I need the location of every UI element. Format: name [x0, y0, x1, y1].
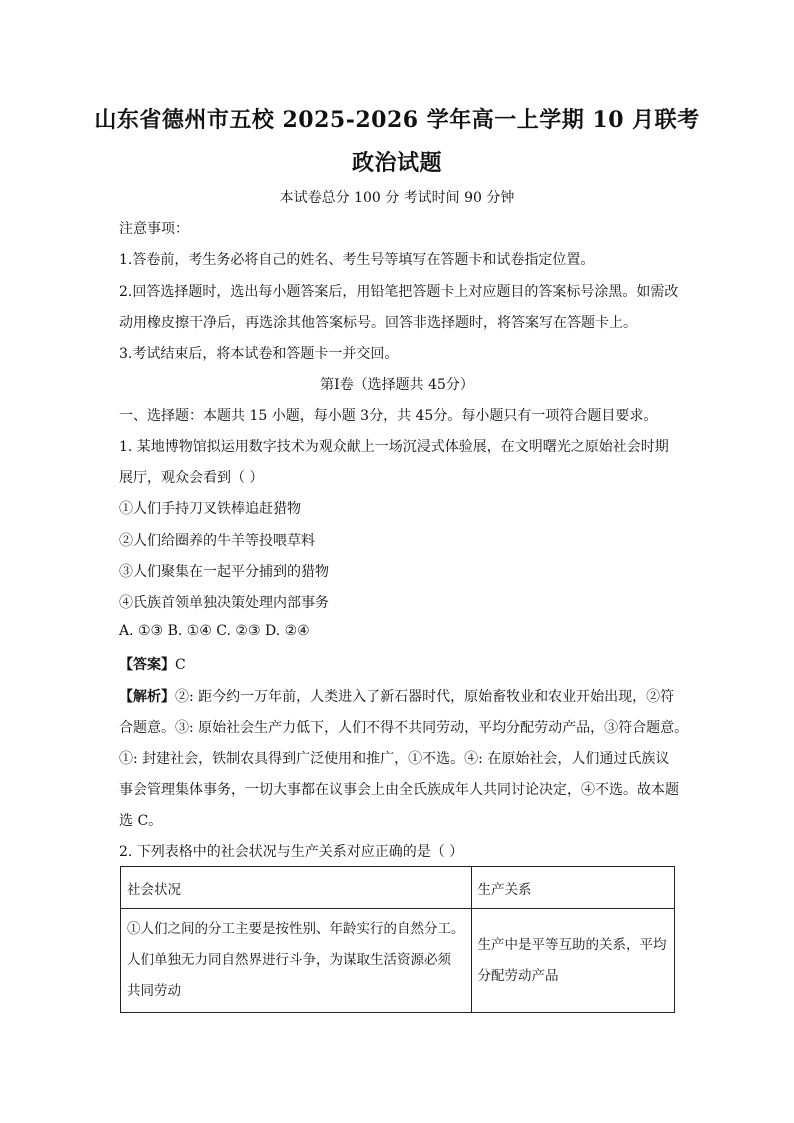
q2-stem: 2. 下列表格中的社会状况与生产关系对应正确的是（ ）	[119, 844, 464, 860]
q2-table	[120, 866, 675, 1013]
table-header-cell: 社会状况	[121, 867, 472, 909]
notes-heading: 注意事项：	[119, 221, 189, 237]
q1-analysis-line: ①: 封建社会，铁制农具得到广泛使用和推广，①不选。④: 在原始社会，人们通过氏族议	[119, 751, 670, 767]
analysis-text: ②: 距今约一万年前，人类进入了新石器时代，原始畜牧业和农业开始出现，②符	[175, 689, 675, 705]
cell-text-line: ①人们之间的分工主要是按性别、年龄实行的自然分工。	[127, 921, 465, 937]
note-item: 动用橡皮擦干净后，再选涂其他答案标号。回答非选择题时，将答案写在答题卡上。	[119, 315, 637, 331]
q1-option: ②人们给圈养的牛羊等投喂草料	[119, 533, 315, 549]
q1-option: ④氏族首领单独决策处理内部事务	[119, 595, 329, 611]
table-header-cell: 生产关系	[471, 867, 675, 909]
exam-info: 本试卷总分 100 分 考试时间 90 分钟	[279, 190, 515, 206]
table-row	[121, 909, 675, 1013]
cell-text-line: 生产中是平等互助的关系，平均	[477, 936, 667, 953]
q1-analysis-line: 选 C。	[119, 813, 163, 829]
exam-subject-title: 政治试题	[351, 150, 442, 176]
q1-stem-line: 1. 某地博物馆拟运用数字技术为观众献上一场沉浸式体验展，在文明曙光之原始社会时期	[119, 439, 669, 455]
q1-option: ①人们手持刀叉铁棒追赶猎物	[119, 501, 301, 517]
answer-label: 【答案】	[119, 657, 175, 673]
analysis-label: 【解析】	[119, 689, 175, 705]
section-title: 第Ⅰ卷（选择题共 45分）	[320, 377, 474, 393]
q1-option: ③人们聚集在一起平分捕到的猎物	[119, 564, 329, 580]
q1-stem-line: 展厅，观众会看到（ ）	[119, 470, 264, 486]
q1-answer	[119, 654, 186, 674]
note-item: 2.回答选择题时，选出每小题答案后，用铅笔把答题卡上对应题目的答案标号涂黑。如需改	[119, 284, 679, 300]
exam-title: 山东省德州市五校 2025-2026 学年高一上学期 10 月联考	[94, 107, 700, 133]
table-header-row	[121, 867, 675, 909]
section-instruction: 一、选择题：本题共 15 小题，每小题 3分，共 45分。每小题只有一项符合题目要求。	[119, 408, 658, 424]
q1-analysis-line: 事会管理集体事务，一切大事都在议事会上由全氏族成年人共同讨论决定，④不选。故本题	[119, 782, 679, 798]
answer-value: C	[175, 657, 186, 673]
cell-text-line: 人们单独无力同自然界进行斗争，为谋取生活资源必须	[127, 952, 451, 968]
table-cell-relation	[471, 909, 675, 1013]
q1-analysis-line	[119, 686, 674, 706]
cell-text-line: 共同劳动	[127, 983, 181, 999]
table-cell-status	[121, 909, 472, 1013]
note-item: 1.答卷前，考生务必将自己的姓名、考生号等填写在答题卡和试卷指定位置。	[119, 252, 595, 268]
cell-text-line: 分配劳动产品	[477, 967, 559, 984]
q1-choices: A. ①③ B. ①④ C. ②③ D. ②④	[119, 623, 310, 639]
note-item: 3.考试结束后，将本试卷和答题卡一并交回。	[119, 346, 399, 362]
q1-analysis-line: 合题意。③: 原始社会生产力低下，人们不得不共同劳动，平均分配劳动产品，③符合题意。	[119, 720, 689, 736]
